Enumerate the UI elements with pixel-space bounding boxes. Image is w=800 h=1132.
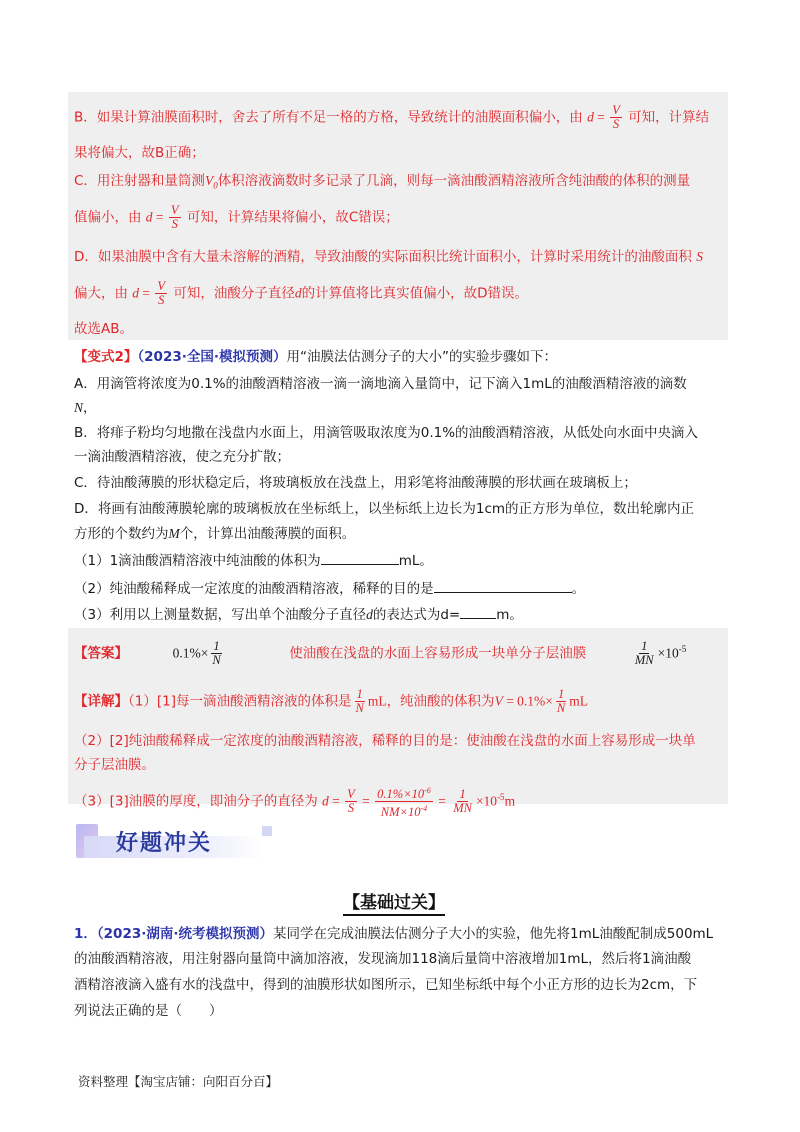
variant-question-1: （1）1滴油酸酒精溶液中纯油酸的体积为 mL。	[74, 553, 433, 569]
section-title: 【基础过关】	[343, 888, 445, 916]
prev-option-c-line1: C．用注射器和量筒测$V_0$体积溶液滴数时多记录了几滴，则每一滴油酸酒精溶液所含纯油酸的体积的测量	[74, 173, 691, 191]
prev-conclusion: 故选AB。	[74, 321, 133, 337]
band-square	[262, 826, 272, 836]
prev-option-d-line1: D．如果油膜中含有大量未溶解的酒精，导致油酸的实际面积比统计面积小，计算时采用统计的油酸面积 S	[74, 249, 703, 265]
section-band	[76, 820, 272, 860]
detail-row-2-line2: 分子层油膜。	[74, 757, 155, 773]
variant-header: 【变式2】（2023·全国·模拟预测）用“油膜法估测分子的大小”的实验步骤如下：	[74, 349, 557, 365]
prev-option-d-line2: 偏大，由 d = $\frac{V}{S}$ 可知，油酸分子直径d的计算值将比真实值偏小，故D错误。	[74, 279, 529, 307]
variant-step-d-line1: D．将画有油酸薄膜轮廓的玻璃板放在坐标纸上，以坐标纸上边长为1cm的正方形为单位，数出轮廓内正	[74, 501, 695, 517]
answer-blank-3[interactable]	[460, 606, 496, 619]
variant-question-3: （3）利用以上测量数据，写出单个油酸分子直径d的表达式为d= m。	[74, 607, 523, 623]
variant-step-c-line1: C．待油酸薄膜的形状稳定后，将玻璃板放在浅盘上，用彩笔将油酸薄膜的形状画在玻璃板上；	[74, 475, 637, 491]
section-band-title: 好题冲关	[116, 831, 213, 856]
prev-option-b-line1: B．如果计算油膜面积时，舍去了所有不足一格的方格，导致统计的油膜面积偏小，由 d = $\frac{V}{S}$ 可知，计算结	[74, 103, 710, 131]
variant-step-a-line1: A．用滴管将浓度为0.1%的油酸酒精溶液一滴一滴地滴入量筒中，记下滴入1mL的油酸酒精溶液的滴数	[74, 376, 687, 392]
variant-step-b-line2: 一滴油酸酒精溶液，使之充分扩散；	[74, 449, 290, 465]
answer-row: 【答案】 0.1%× $\frac{1}{N}$ 使油酸在浅盘的水面上容易形成一块单分子层油膜 $\frac{1}{MN}$ $\times 10^{-5}$	[74, 639, 687, 667]
answer-blank-1[interactable]	[321, 552, 399, 565]
detail-row-1: 【详解】（1）[1]每一滴油酸酒精溶液的体积是 $\frac{1}{N}$ mL，纯油酸的体积为V = 0.1%× $\frac{1}{N}$ mL	[74, 687, 589, 715]
question-1-line4: 列说法正确的是（ ）	[74, 1003, 223, 1019]
answer-blank-2[interactable]	[434, 580, 572, 593]
variant-step-a-line2: N，	[74, 400, 97, 416]
question-1-line1: 1．（2023·湖南·统考模拟预测）某同学在完成油膜法估测分子大小的实验，他先将1mL油酸配制成500mL	[74, 926, 714, 942]
question-1-line2: 的油酸酒精溶液，用注射器向量筒中滴加溶液，发现滴加118滴后量筒中溶液增加1mL，然后将1滴油酸	[74, 951, 692, 967]
detail-row-2-line1: （2）[2]纯油酸稀释成一定浓度的油酸酒精溶液，稀释的目的是：使油酸在浅盘的水面上容易形成一块单	[74, 733, 696, 749]
question-1-line3: 酒精溶液滴入盛有水的浅盘中，得到的油膜形状如图所示，已知坐标纸中每个小正方形的边长为2cm，下	[74, 977, 698, 993]
prev-option-c-line2: 值偏小，由 d = $\frac{V}{S}$ 可知，计算结果将偏小，故C错误；	[74, 203, 399, 231]
variant-step-d-line2: 方形的个数约为M个，计算出油酸薄膜的面积。	[74, 526, 356, 542]
variant-step-b-line1: B．将痱子粉均匀地撒在浅盘内水面上，用滴管吸取浓度为0.1%的油酸酒精溶液，从低处向水面中央滴入	[74, 425, 699, 441]
variant-question-2: （2）纯油酸稀释成一定浓度的油酸酒精溶液，稀释的目的是 。	[74, 581, 586, 597]
detail-row-3: （3）[3]油膜的厚度，即油分子的直径为 d = $\frac{V}{S}$ = $\frac{0.1\%\times 10^{-6}}{NM\times 10^{-4}}$ = $\frac{1}{MN}$ $\times 10^{-5}m$	[74, 786, 516, 820]
prev-option-b-line2: 果将偏大，故B正确；	[74, 145, 205, 161]
footer: 资料整理【淘宝店铺：向阳百分百】	[78, 1074, 279, 1089]
